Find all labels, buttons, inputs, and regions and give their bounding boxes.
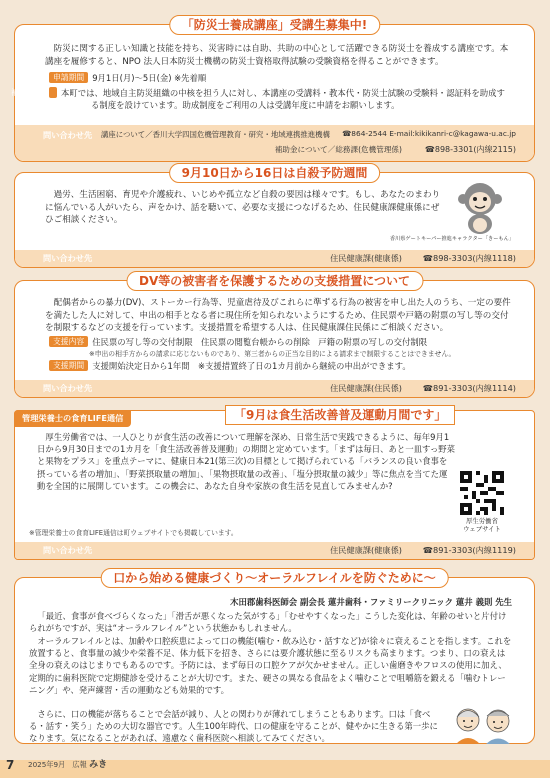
contact-dept: 住民健康課(健康係) — [330, 545, 402, 555]
application-period — [49, 72, 512, 84]
monkey-mascot-icon — [454, 179, 506, 235]
contact-course-tel: ☎864-2544 E-mail:kikikanri-c@kagawa-u.ac.jp — [342, 129, 516, 138]
contact-tel: ☎898-3303(内線1118) — [422, 253, 516, 263]
section-title: 口から始める健康づくり〜オーラルフレイルを防ぐために〜 — [100, 568, 449, 588]
page-number: 7 — [6, 758, 15, 772]
section-disaster-course — [11, 18, 535, 162]
contact-label: 問い合わせ先 — [43, 383, 93, 393]
contact-footer — [15, 125, 534, 161]
contact-dept: 住民健康課(健康係) — [330, 253, 402, 263]
paragraph-3: さらに、口の機能が落ちることで会話が減り、人との関わりが薄れてしまうこともあります。口は「食べる・話す・笑う」ための大切な器官です。人生100年時代、口の健康を守ることが、健やかに生きる第一歩になります。気になることがあれば、遠慮なく歯科医院へ相談してみてください。 — [29, 709, 438, 744]
section-diet-month — [14, 410, 535, 560]
elderly-couple-illustration — [448, 704, 518, 744]
section-title: 「防災士養成講座」受講生募集中! — [169, 15, 380, 35]
section-title: DV等の被害者を保護するための支援措置について — [126, 271, 423, 291]
contact-subsidy: 補助金について／総務課(危機管理係) — [274, 145, 402, 154]
issue-date: 2025年9月 広報 — [28, 760, 87, 769]
label-tag: 申請期間 — [49, 72, 88, 83]
label-tag: 支援期間 — [49, 360, 88, 371]
contact-footer — [15, 380, 534, 397]
contact-tel: ☎891-3303(内線1114) — [422, 383, 516, 393]
contact-subsidy-tel: ☎898-3301(内線2115) — [424, 145, 516, 154]
contact-footer — [15, 542, 534, 559]
paragraph-1: 「最近、食事が食べづらくなった」「滑舌が悪くなった気がする」「むせやすくなった」こうした変化は、年齢のせいと片付けられがちですが、実は“オーラルフレイル”という状態かもしれません。 — [29, 611, 507, 634]
elderly-couple-icon — [448, 704, 518, 744]
subsidy-text: 本町では、地域自主防災組織の中核を担う人に対し、本講座の受講料・教本代・防災士試験の受験料・認証料を助成する制度を設けています。助成制度をご利用の人は受講年度に申請をお願いします。 — [61, 88, 505, 110]
support-content: 住民票の写し等の交付制限 住民票の閲覧台帳からの削除 戸籍の附票の写しの交付制限 — [92, 337, 428, 347]
label-tag: 支援内容 — [49, 336, 88, 347]
support-note: ※申出の相手方からの請求に応じないものであり、第三者からの正当な目的による請求まで制限することはできません。 — [89, 350, 456, 358]
author: 木田郡歯科医師会 副会長 蓮井歯科・ファミリークリニック 蓮井 義則 先生 — [230, 597, 512, 607]
column-tag: 管理栄養士の食育LIFE通信 — [14, 410, 131, 427]
web-note: ※管理栄養士の食育LIFE通信は町ウェブサイトでも掲載しています。 — [29, 529, 238, 537]
qr-code-icon — [460, 471, 504, 515]
section-dv-support — [14, 274, 535, 398]
contact-course: 講座について／香川大学四国危機管理教育・研究・地域連携推進機構 — [101, 130, 330, 139]
support-content-row — [49, 336, 512, 348]
section-body: 配偶者からの暴力(DV)、ストーカー行為等、児童虐待及びこれらに準ずる行為の被害を申し出た人のうち、一定の要件を満たした人に対して、申出の相手となる者に現住所を知られないようにするため、住民票や戸籍の附票の写し等の交付を制限するなどの支援を行っています。支援措置を希望する人は、住民健康課住民係にご相談ください。 — [45, 298, 511, 334]
support-period: 支援開始決定日から1年間 ※支援措置終了日の1カ月前から継続の申出ができます。 — [92, 361, 411, 371]
mascot — [454, 179, 506, 235]
contact-footer — [15, 250, 534, 267]
contact-label: 問い合わせ先 — [43, 130, 93, 140]
section-suicide-prevention — [14, 166, 535, 268]
label-tag: 補 助 金 — [49, 87, 57, 98]
section-body: 防災に関する正しい知識と技能を持ち、災害時には自助、共助の中心として活躍できる防災士を養成する講座です。本講座を履修すると、NPO 法人日本防災士機構の防災士資格取得試験の受験資格を得ることができます。 — [45, 44, 509, 67]
section-title: 9月10日から16日は自殺予防週間 — [169, 163, 381, 183]
paragraph-2: オーラルフレイルとは、加齢や口腔疾患によって口の機能(噛む・飲み込む・話すなど)が徐々に衰えることを指します。これを放置すると、食事量の減少や栄養不足、体力低下を招き、さらには要介護状態に至るリスクも高まります。つまり、口の衰えは全身の衰えのはじまりでもあるのです。予防には、まず毎日の口腔ケアが欠かせません。正しい歯磨きやフロスの使用に加え、定期的に歯科医院で定期健診を受けることが大切です。また、硬さの異なる食品をよく噛むことで咀嚼筋を鍛える「噛むトレーニング」や、発声練習・舌の運動なども効果的です。 — [29, 636, 512, 695]
section-oral-frailty — [14, 571, 535, 744]
support-period-row — [49, 360, 512, 372]
contact-label: 問い合わせ先 — [43, 545, 93, 555]
contact-tel: ☎891-3303(内線1119) — [422, 545, 516, 555]
mascot-caption: 香川県ゲートキーパー推進キャラクター「きーもん」 — [389, 236, 514, 242]
section-body: 厚生労働省では、一人ひとりが食生活の改善について理解を深め、日常生活で実践できるように、毎年9月1日から9月30日までの1カ月を「食生活改善普及運動」の期間と定めています。「まずは毎日、あと一皿すっ野菜と果物をプラス」を重点テーマに、健康日本21(第三次)の目標として掲げられている「バランスの良い食事を摂っている者の増加」、「野菜摂取量の増加」、「果物摂取量の改善」、「塩分摂取量の減少」等に焦点を当てた運動を全国的に展開しています。この機会に、あなた自身や家族の食生活を見直してみませんか? — [37, 432, 455, 491]
brand-logo: みき — [89, 760, 108, 770]
contact-dept: 住民健康課(住民係) — [330, 383, 402, 393]
section-body: 過労、生活困窮、育児や介護疲れ、いじめや孤立など自殺の要因は様々です。もし、あなたのまわりに悩んでいる人がいたら、声をかけ、話を聴いて、必要な支援につなげるため、住民健康課健康係にぜひご相談ください。 — [45, 190, 441, 226]
period-text: 9月1日(月)〜5日(金) ※先着順 — [92, 73, 207, 83]
qr-code — [460, 471, 504, 515]
subsidy-row — [11, 87, 512, 111]
contact-label: 問い合わせ先 — [43, 253, 93, 263]
section-title: 「9月は食生活改善普及運動月間です」 — [225, 405, 455, 425]
qr-caption: 厚生労働省 ウェブサイト — [463, 517, 501, 533]
issue-footer — [28, 757, 107, 770]
